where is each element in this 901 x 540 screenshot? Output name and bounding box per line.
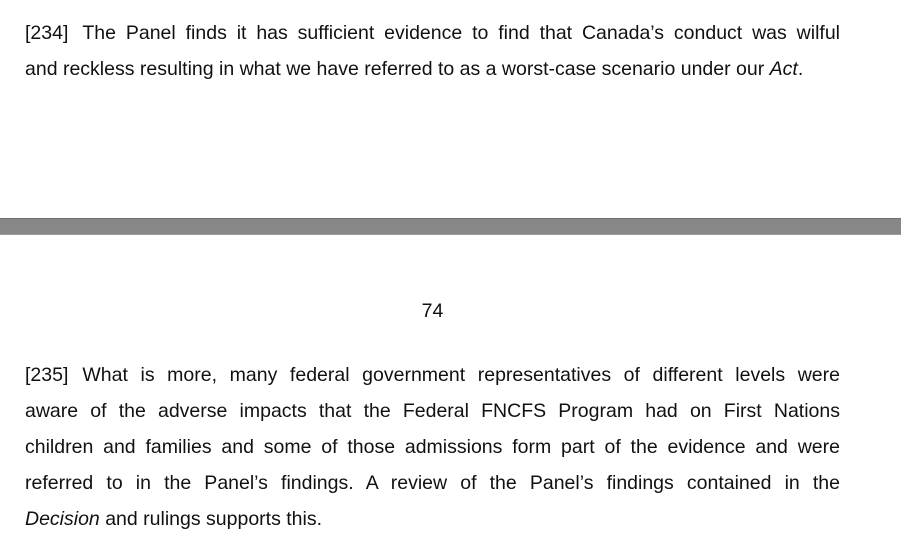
paragraph-235 — [25, 357, 840, 537]
paragraph-number: [234] — [25, 22, 69, 44]
paragraph-234-line-1 — [25, 15, 840, 51]
paragraph-text: The Panel finds it has sufficient evidence to find that Canada’s conduct was wilful — [82, 22, 840, 44]
page-break-divider — [0, 218, 901, 235]
italic-decision-reference: Decision — [25, 508, 100, 530]
paragraph-text: . — [797, 58, 804, 80]
paragraph-235-line-1 — [25, 357, 840, 393]
paragraph-text: What is more, many federal government representatives of different levels were — [82, 364, 840, 386]
paragraph-235-line-3: children and families and some of those admissions form part of the evidence and were — [25, 436, 840, 458]
paragraph-235-line-2: aware of the adverse impacts that the Federal FNCFS Program had on First Nations — [25, 400, 840, 422]
paragraph-number: [235] — [25, 364, 69, 386]
paragraph-235-line-4: referred to in the Panel’s findings. A review of the Panel’s findings contained in the — [25, 472, 840, 494]
paragraph-235-line-5 — [25, 501, 840, 537]
italic-act-reference: Act — [769, 58, 798, 80]
paragraph-234 — [25, 15, 840, 87]
paragraph-text: and reckless resulting in what we have referred to as a worst-case scenario under our — [25, 58, 770, 80]
paragraph-text: and rulings supports this. — [99, 508, 322, 530]
paragraph-234-line-2 — [25, 51, 840, 87]
page-bottom — [0, 235, 901, 540]
page-number: 74 — [421, 300, 444, 322]
page-top — [0, 0, 901, 218]
